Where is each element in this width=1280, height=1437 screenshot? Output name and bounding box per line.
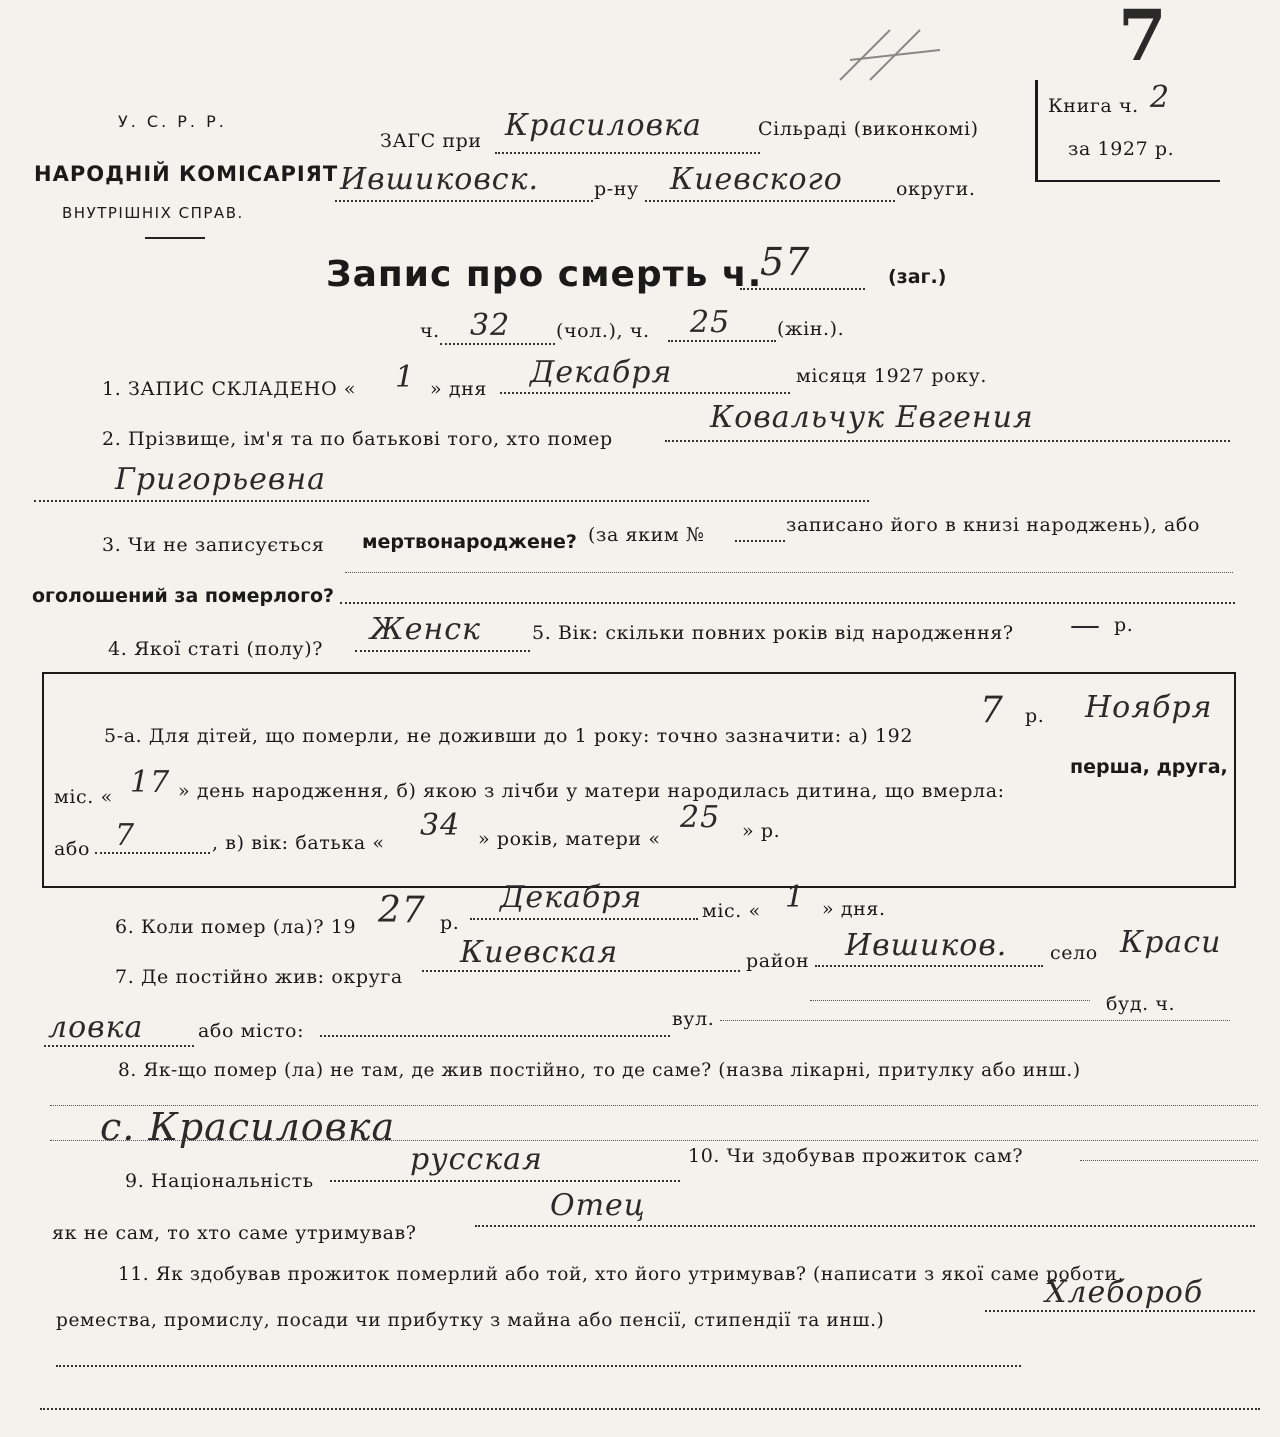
q9-nationality: русская [410, 1142, 543, 1177]
q7-prefix: 7. Де постійно жив: округа [115, 966, 403, 988]
title-suffix: (заг.) [888, 266, 947, 288]
q5a-r: р. [1025, 705, 1045, 727]
zags-village: Красиловка [505, 108, 702, 143]
q7-bud-label: буд. ч. [1106, 993, 1176, 1015]
q4-sex: Женск [370, 612, 481, 647]
okrug-name: Киевского [670, 162, 843, 197]
q8-label: 8. Як-що помер (ла) не там, де жив постійно, то де саме? (назва лікарні, притулку або инш.) [118, 1060, 1081, 1081]
q5a-year: 7 [980, 690, 1004, 731]
q3-label2: (за яким № [588, 524, 705, 546]
q1-suffix: місяця 1927 року. [796, 365, 988, 387]
q11-occupation: Хлебороб [1045, 1275, 1204, 1310]
q7-selo: Краси [1120, 925, 1222, 960]
q2-patronymic: Григорьевна [115, 462, 327, 497]
male-prefix: ч. [420, 320, 440, 342]
q2-name: Ковальчук Евгения [710, 400, 1034, 435]
q4-label: 4. Якої статі (полу)? [108, 638, 324, 660]
q6-suffix: » дня. [822, 898, 886, 920]
q5a-father-age: 34 [420, 808, 461, 843]
q5a-month: Ноября [1085, 690, 1213, 725]
q5-label: 5. Вік: скільки повних років від народження? [532, 622, 1014, 644]
ussr-header: У. С. Р. Р. [118, 112, 227, 131]
q6-year: 27 [378, 890, 426, 931]
commissariat-header: НАРОДНІЙ КОМІСАРІЯТ [34, 162, 339, 186]
q7-raion-label: район [746, 950, 810, 972]
q6-mis: міс. « [702, 900, 761, 922]
q3-bold1: мертвонароджене? [362, 531, 577, 553]
q11-line1: 11. Як здобував прожиток померлий або той, хто його утримував? (написати з якої саме роботи, [118, 1264, 1124, 1285]
q5a-abo: або [54, 838, 91, 860]
q10b-label: як не сам, то хто саме утримував? [52, 1222, 417, 1244]
male-count: 32 [470, 308, 511, 343]
book-year: за 1927 р. [1068, 138, 1175, 160]
q5a-line2: » день народження, б) якою з лічби у матери народилась дитина, що вмерла: [178, 780, 1005, 802]
book-number: 2 [1150, 80, 1171, 115]
q7-okrug: Киевская [460, 935, 619, 970]
q7-selo-label: село [1050, 942, 1098, 964]
q7-raion: Ившиков. [845, 928, 1008, 963]
page-number-mark: 7 [1118, 0, 1168, 77]
q3-label3: записано його в книзі народжень), або [786, 514, 1201, 536]
q10b-who: Отец [550, 1188, 646, 1223]
stamp-scribble [830, 20, 950, 90]
zags-prefix: ЗАГС при [380, 130, 482, 152]
q5a-bold: перша, друга, [1070, 756, 1228, 778]
q1-month: Декабря [530, 355, 673, 390]
council-label: Сільраді (виконкомі) [758, 118, 979, 140]
q11-line2: ремества, промислу, посади чи прибутку з майна або пенсії, стипендії та инш.) [56, 1310, 885, 1331]
q5a-day: 17 [130, 765, 171, 800]
female-label: (жін.). [777, 318, 845, 340]
department-header: ВНУТРІШНІХ СПРАВ. [62, 204, 244, 222]
q10-label: 10. Чи здобував прожиток сам? [688, 1145, 1024, 1167]
q7-misto-label: або місто: [198, 1020, 305, 1042]
q7-selo-cont: ловка [48, 1010, 144, 1045]
q5-age: — [1070, 608, 1101, 643]
header-rule [145, 237, 205, 239]
q5a-mis: міс. « [54, 786, 113, 808]
q5a-line3c: » р. [742, 820, 781, 842]
q6-day: 1 [785, 880, 806, 915]
q1-day: 1 [395, 360, 416, 395]
q6-prefix: 6. Коли помер (ла)? 19 [115, 916, 357, 938]
district-label: р-ну [594, 178, 639, 200]
q8-place: с. Красиловка [100, 1105, 396, 1149]
q5a-order: 7 [115, 818, 136, 853]
q6-month: Декабря [500, 880, 643, 915]
q6-r: р. [440, 912, 460, 934]
q5a-line3: , в) вік: батька « [212, 832, 385, 854]
form-title: Запис про смерть ч. [326, 254, 763, 295]
q5a-line1: 5-а. Для дітей, що померли, не доживши до 1 року: точно зазначити: а) 192 [104, 725, 914, 747]
q7-vul-label: вул. [672, 1008, 715, 1030]
male-label: (чол.), ч. [556, 320, 650, 342]
book-label: Книга ч. [1048, 95, 1139, 117]
q5a-line3b: » років, матери « [478, 828, 661, 850]
q1-mid: » дня [430, 378, 488, 400]
record-number: 57 [760, 240, 811, 284]
female-count: 25 [690, 305, 731, 340]
q3-label1: 3. Чи не записується [102, 534, 325, 556]
q5-age-suffix: р. [1114, 614, 1134, 636]
okrug-label: округи. [896, 178, 976, 200]
q9-label: 9. Національність [125, 1170, 314, 1192]
district-name: Ившиковск. [340, 162, 540, 197]
q5a-mother-age: 25 [680, 800, 721, 835]
q2-label: 2. Прізвище, ім'я та по батькові того, хто помер [102, 428, 613, 450]
q3-bold2: оголошений за померлого? [32, 585, 335, 607]
q1-prefix: 1. ЗАПИС СКЛАДЕНО « [102, 378, 357, 400]
